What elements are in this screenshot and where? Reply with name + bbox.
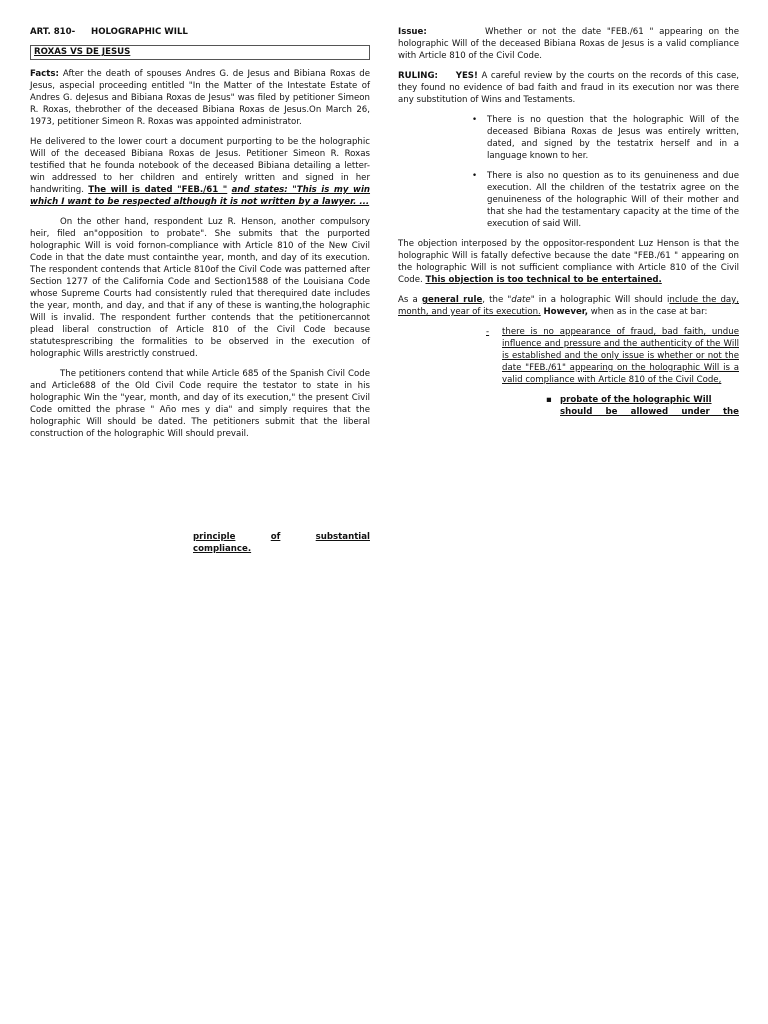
- square-bullet-icon: ▪: [546, 395, 552, 405]
- will-dated-text: The will is dated "FEB./61 ": [88, 185, 228, 195]
- article-heading: [30, 26, 370, 38]
- general-rule-text: As a: [398, 295, 418, 305]
- facts-label: Facts:: [30, 69, 59, 79]
- ruling-answer: YES!: [455, 71, 478, 81]
- date-term: "date": [507, 295, 535, 305]
- petitioners-paragraph: The petitioners contend that while Article 685 of the Spanish Civil Code and Article688 of the Old Civil Code require the testator to state in his holographic Win the "year, month, and day of its execution," the present Civil Code omitted the phrase " Año mes y dia" and simply requires that the holographic Will should be dated. The petitioners submit that the liberal construction of the holographic Will should prevail.: [30, 369, 370, 439]
- will-quote-text: and states: "This is my win which I want to be respected although it is not written by a lawyer. ...: [30, 185, 371, 207]
- facts-paragraph: [30, 68, 370, 128]
- left-column: [30, 26, 370, 448]
- fragment-word: substantial: [315, 532, 370, 542]
- exception-text: there is no appearance of fraud, bad faith, undue influence and pressure and the authenticity of the Will is established and the only issue is whether or not the date "FEB./61" appearing on the holographic Will is a valid compliance with Article 810 of the Civil Code,: [502, 327, 739, 385]
- general-rule-text: , the: [482, 295, 504, 305]
- ruling-bullet-list: [398, 114, 739, 230]
- right-column: [398, 26, 739, 418]
- bullet-icon: •: [472, 171, 478, 181]
- general-rule-paragraph: [398, 294, 739, 318]
- will-found-text: He delivered to the lower court a document purporting to be the holographic Will of the deceased Bibiana Roxas de Jesus. Petitioner Simeon R. Roxas testified that he founda notebook of the deceased Bibiana detailing a letter-win addressed to her children and entirely written and signed in her handwriting.: [30, 137, 370, 195]
- objection-conclusion: This objection is too technical to be entertained.: [425, 275, 662, 285]
- substantial-compliance-fragment: [193, 531, 370, 555]
- objection-paragraph: [398, 238, 739, 286]
- probate-line: probate of the holographic Will: [560, 395, 712, 405]
- objection-text: The objection interposed by the oppositor-respondent Luz Henson is that the holographic Will is fatally defective because the date "FEB./61 " appearing on the holographic Will is not sufficient compliance with Article 810 of the Civil Code.: [398, 239, 739, 285]
- probate-conclusion: [546, 394, 739, 418]
- will-found-paragraph: [30, 136, 370, 208]
- ruling-label: RULING:: [398, 71, 438, 81]
- issue-label: Issue:: [398, 27, 427, 37]
- general-rule-term: general rule: [421, 295, 483, 305]
- ruling-text: A careful review by the courts on the records of this case, they found no evidence of bad faith and fraud in its execution nor was there any substitution of Wins and Testaments.: [398, 71, 739, 105]
- bullet-icon: •: [472, 115, 478, 125]
- opposition-paragraph: On the other hand, respondent Luz R. Henson, another compulsory heir, filed an"opposition to probate". She submits that the purported holographic Will is void fornon-compliance with Article 810 of the New Civil Code in that the date must containthe year, month, and day of its execution. The respondent contends that Article 810of the Civil Code was patterned after Section 1277 of the California Code and Section1588 of the Louisiana Code whose Supreme Courts had consistently ruled that therequired date includes the year, month, and day, and that if any of these is wanting,the holographic Will is invalid. The respondent further contends that the petitionercannot plead liberal construction of Article 810 of the Civil Code because statutesprescribing the formalities to be observed in the execution of holographic Wills arestrictly construed.: [30, 217, 370, 359]
- fragment-word: of: [270, 532, 281, 542]
- facts-text: After the death of spouses Andres G. de Jesus and Bibiana Roxas de Jesus, aspecial proceeding entitled "In the Matter of the Intestate Estate of Andres G. deJesus and Bibiana Roxas de Jesus" was filed by petitioner Simeon R. Roxas, thebrother of the deceased Bibiana Roxas de Jesus.On March 26, 1973, petitioner Simeon R. Roxas was appointed administrator.: [30, 69, 370, 127]
- however-term: However,: [543, 307, 589, 317]
- bullet-text: There is also no question as to its genuineness and due execution. All the children of the testatrix agree on the genuineness of the holographic Will of their mother and that she had the testamentary capacity at the time of the execution of said Will.: [487, 171, 739, 229]
- general-rule-text: in a holographic Will should i: [538, 295, 670, 305]
- ruling-paragraph: [398, 70, 739, 106]
- article-topic: HOLOGRAPHIC WILL: [91, 27, 188, 37]
- probate-line: should be allowed under the: [560, 407, 739, 417]
- fragment-line: compliance.: [193, 544, 252, 554]
- issue-text: Whether or not the date "FEB./61 " appearing on the holographic Will of the deceased Bibiana Roxas de Jesus is a valid compliance with Article 810 of the Civil Code.: [398, 27, 739, 61]
- case-title: ROXAS VS DE JESUS: [30, 45, 370, 60]
- dash-mark: -: [486, 327, 490, 337]
- issue-paragraph: [398, 26, 739, 62]
- list-item: [472, 170, 739, 230]
- general-rule-text: when as in the case at bar:: [590, 307, 708, 317]
- bullet-text: There is no question that the holographic Will of the deceased Bibiana Roxas de Jesus was entirely written, dated, and signed by the testatrix herself and in a language known to her.: [487, 115, 739, 161]
- exception-condition: [486, 326, 739, 386]
- list-item: [472, 114, 739, 162]
- general-rule-requirement: nclude the day, month, and year of its execution.: [398, 295, 740, 317]
- fragment-word: principle: [193, 532, 236, 542]
- article-number: ART. 810-: [30, 27, 76, 37]
